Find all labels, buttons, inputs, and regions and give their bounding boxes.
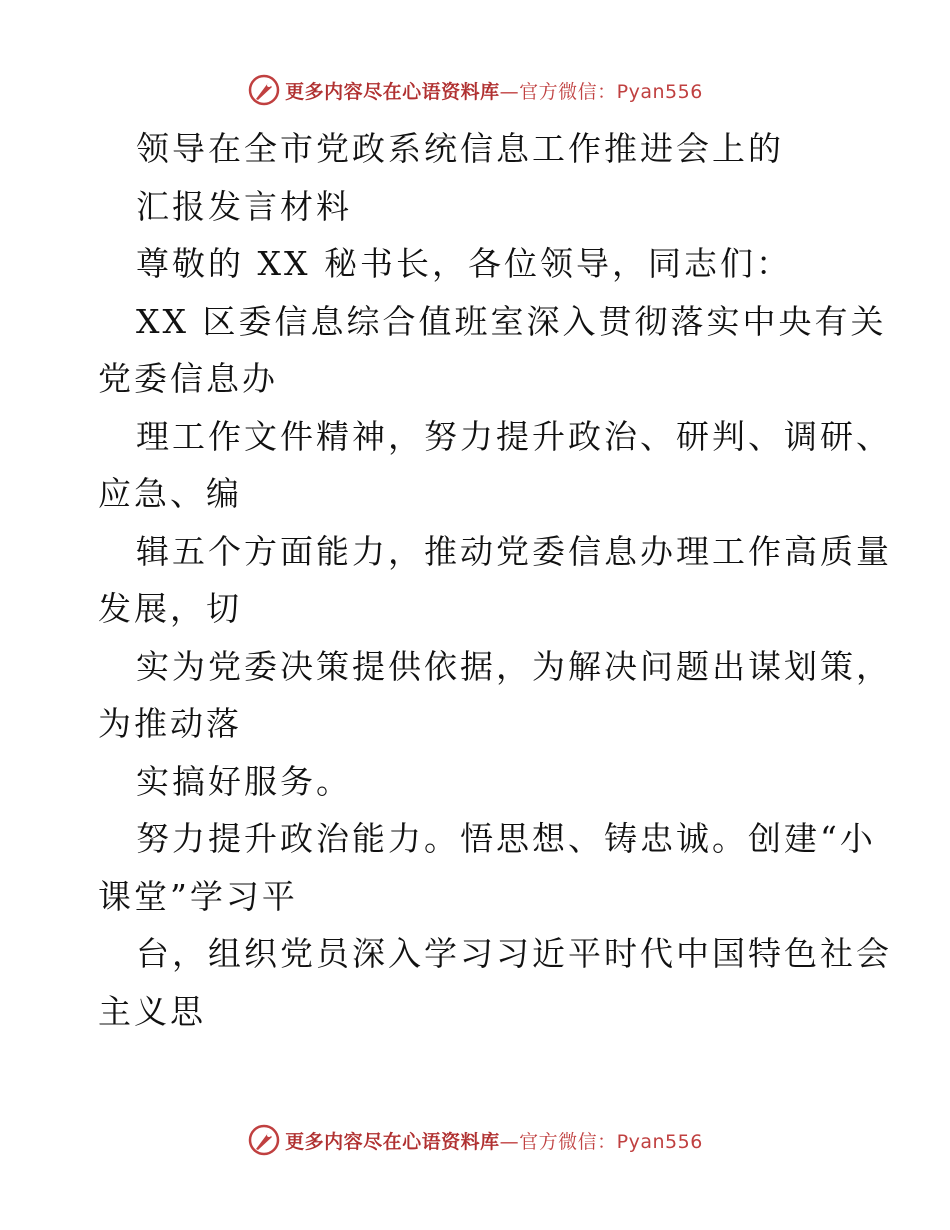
watermark-brand: 更多内容尽在心语资料库 — [285, 80, 500, 103]
watermark-dash: — — [499, 1130, 520, 1153]
doc-line: 台，组织党员深入学习习近平时代中国特色社会 — [136, 934, 892, 973]
watermark-text — [285, 77, 703, 104]
doc-line: 实为党委决策提供依据，为解决问题出谋划策， — [136, 646, 892, 686]
doc-line: 应急、编 — [98, 474, 242, 513]
watermark-text — [285, 1127, 703, 1154]
doc-line: 为推动落 — [98, 704, 242, 743]
doc-line: 课堂”学习平 — [98, 876, 298, 916]
doc-line: XX 区委信息综合值班室深入贯彻落实中央有关 — [136, 301, 887, 341]
doc-line: 党委信息办 — [98, 359, 278, 398]
watermark-banner-bottom — [0, 1120, 950, 1160]
doc-line: 努力提升政治能力。悟思想、铸忠诚。创建“小 — [136, 819, 876, 858]
doc-line: 领导在全市党政系统信息工作推进会上的 — [136, 129, 784, 168]
pen-nib-circle-icon — [247, 1123, 281, 1157]
doc-line: 辑五个方面能力，推动党委信息办理工作高质量 — [136, 531, 892, 571]
doc-line: 尊敬的 XX 秘书长，各位领导，同志们： — [136, 244, 792, 283]
watermark-dash: — — [499, 80, 520, 103]
watermark-suffix: 官方微信：Pyan556 — [519, 80, 703, 103]
doc-line: 实搞好服务。 — [136, 761, 352, 801]
watermark-brand: 更多内容尽在心语资料库 — [285, 1130, 500, 1153]
pen-nib-circle-icon — [247, 73, 281, 107]
watermark-banner-top — [0, 70, 950, 110]
doc-line: 发展，切 — [98, 589, 242, 628]
document-body — [98, 120, 892, 1040]
doc-line: 主义思 — [98, 991, 206, 1031]
doc-line: 汇报发言材料 — [136, 186, 352, 226]
doc-line: 理工作文件精神，努力提升政治、研判、调研、 — [136, 416, 892, 456]
watermark-suffix: 官方微信：Pyan556 — [519, 1130, 703, 1153]
